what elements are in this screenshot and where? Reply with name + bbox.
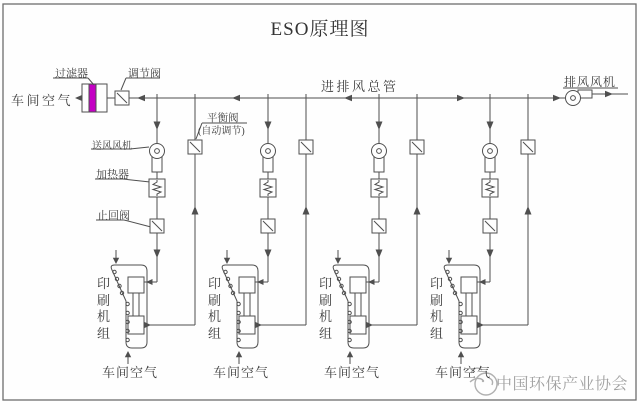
flow-arrow-left-icon xyxy=(232,95,240,101)
flow-arrow-left-icon xyxy=(137,95,145,101)
heater-label: 加热器 xyxy=(96,169,129,181)
exhaust-fan-symbol xyxy=(566,90,593,106)
exhaust-fan-label: 排风风机 xyxy=(564,75,617,89)
regulating-valve-symbol xyxy=(115,91,129,105)
printing-unit-label: 印刷机组 xyxy=(318,276,332,341)
check-valve-label: 止回阀 xyxy=(97,210,130,222)
flow-arrow-right-icon xyxy=(553,95,561,101)
balance-valve-label: 平衡阀 xyxy=(207,113,239,124)
filter-label: 过滤器 xyxy=(55,68,88,80)
printing-unit-1 xyxy=(111,94,202,364)
printing-unit-label: 印刷机组 xyxy=(429,276,443,341)
watermark-text: 中国环保产业协会 xyxy=(496,376,629,393)
flow-arrow-left-icon xyxy=(75,95,83,101)
printing-unit-label: 印刷机组 xyxy=(96,276,110,341)
filter-media-stripe xyxy=(89,84,96,112)
regulating-valve-label: 调节阀 xyxy=(128,68,161,80)
workshop-air-bottom-label: 车间空气 xyxy=(102,365,159,380)
page-title: ESO原理图 xyxy=(270,19,370,40)
printing-unit-4 xyxy=(444,94,535,364)
workshop-air-bottom-label: 车间空气 xyxy=(324,365,381,380)
workshop-air-bottom-label: 车间空气 xyxy=(435,365,492,380)
supply-fan-label: 送风风机 xyxy=(92,141,132,152)
balance-valve-note-label: (自动调节) xyxy=(198,126,245,137)
flow-arrow-right-icon xyxy=(605,91,613,97)
printing-unit-3 xyxy=(333,94,424,364)
filter-symbol xyxy=(82,84,107,112)
flow-arrow-right-icon xyxy=(457,95,465,101)
workshop-air-inlet-label: 车间空气 xyxy=(11,93,74,108)
flow-arrow-left-icon xyxy=(344,95,352,101)
main-duct-label: 进排风总管 xyxy=(321,79,399,94)
workshop-air-bottom-label: 车间空气 xyxy=(213,365,270,380)
printing-unit-label: 印刷机组 xyxy=(207,276,221,341)
